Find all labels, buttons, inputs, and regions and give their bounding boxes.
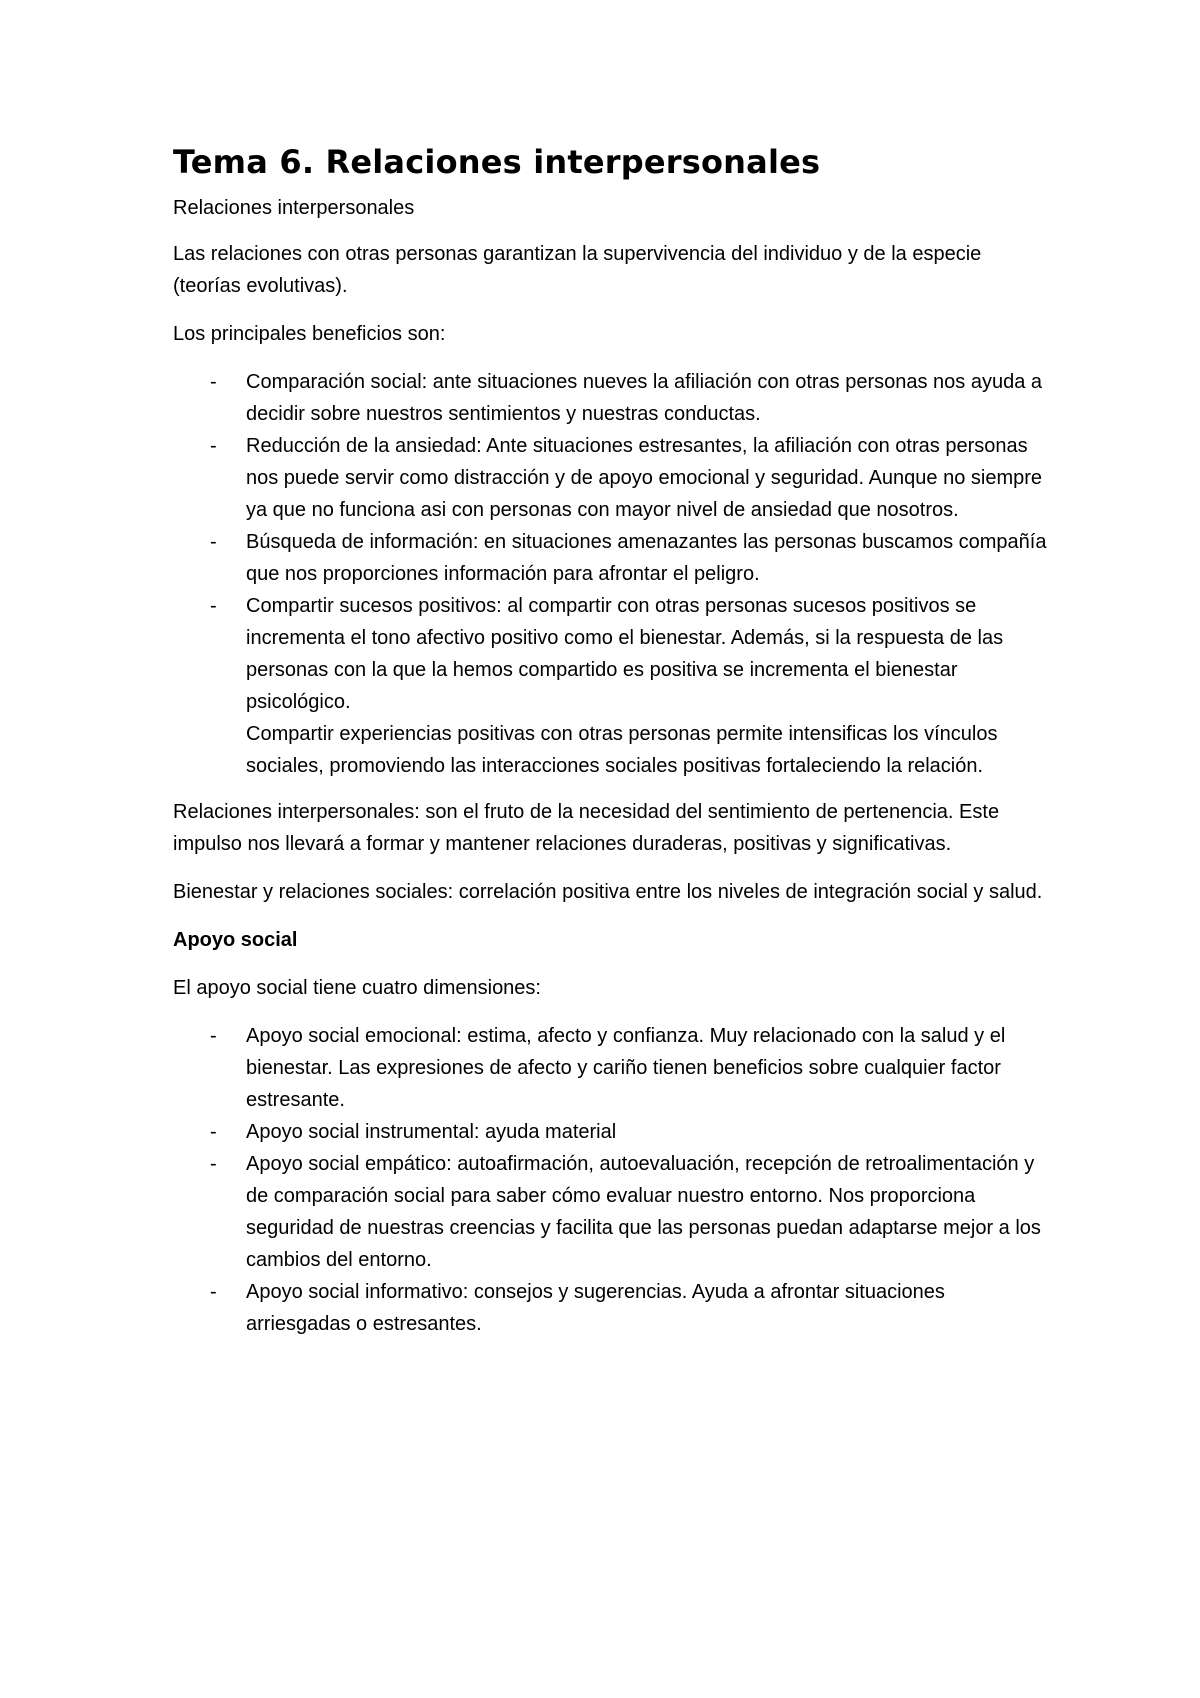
list-item-text: Búsqueda de información: en situaciones amenazantes las personas buscamos compañía que nos proporciones información para afrontar el peligro.	[246, 531, 1047, 585]
apoyo-social-heading: Apoyo social	[173, 929, 298, 951]
intro-paragraph: Las relaciones con otras personas garantizan la supervivencia del individuo y de la especie (teorías evolutivas).	[173, 243, 982, 297]
list-item	[173, 1276, 1053, 1340]
list-item	[173, 1148, 1053, 1276]
bienestar-paragraph: Bienestar y relaciones sociales: correlación positiva entre los niveles de integración social y salud.	[173, 881, 1043, 903]
list-item-text: Comparación social: ante situaciones nueves la afiliación con otras personas nos ayuda a decidir sobre nuestros sentimientos y nuestras conductas.	[246, 371, 1043, 425]
list-item	[173, 430, 1053, 526]
bullet-dash: -	[210, 1153, 217, 1175]
bullet-dash: -	[210, 371, 217, 393]
list-item	[173, 590, 1053, 782]
list-item	[173, 1116, 1053, 1148]
pertenencia-paragraph: Relaciones interpersonales: son el fruto de la necesidad del sentimiento de pertenencia. Este impulso nos llevará a formar y mantener relaciones duraderas, positivas y significativas.	[173, 801, 1000, 855]
bullet-dash: -	[210, 1025, 217, 1047]
list-item	[173, 366, 1053, 430]
list-item-text: Apoyo social instrumental: ayuda material	[246, 1121, 617, 1143]
list-item-text: Reducción de la ansiedad: Ante situaciones estresantes, la afiliación con otras personas nos puede servir como distracción y de apoyo emocional y seguridad. Aunque no siempre ya que no funciona asi con personas con mayor nivel de ansiedad que nosotros.	[246, 435, 1043, 521]
apoyo-social-intro: El apoyo social tiene cuatro dimensiones:	[173, 977, 541, 999]
benefits-lead: Los principales beneficios son:	[173, 323, 446, 345]
list-item-extra-text: Compartir experiencias positivas con otras personas permite intensificas los vínculos sociales, promoviendo las interacciones sociales positivas fortaleciendo la relación.	[246, 723, 998, 777]
bullet-dash: -	[210, 531, 217, 553]
section-subheading: Relaciones interpersonales	[173, 197, 415, 219]
bullet-dash: -	[210, 1281, 217, 1303]
list-item	[173, 526, 1053, 590]
dimensions-list	[173, 1020, 1053, 1340]
bullet-dash: -	[210, 595, 217, 617]
document-title: Tema 6. Relaciones interpersonales	[173, 143, 821, 181]
bullet-dash: -	[210, 1121, 217, 1143]
list-item-text: Apoyo social empático: autoafirmación, autoevaluación, recepción de retroalimentación y de comparación social para saber cómo evaluar nuestro entorno. Nos proporciona seguridad de nuestras creencias y facilita que las personas puedan adaptarse mejor a los cambios del entorno.	[246, 1153, 1041, 1271]
bullet-dash: -	[210, 435, 217, 457]
benefits-list	[173, 366, 1053, 782]
document-page	[173, 142, 1053, 1354]
list-item-text: Apoyo social informativo: consejos y sugerencias. Ayuda a afrontar situaciones arriesgadas o estresantes.	[246, 1281, 945, 1335]
list-item	[173, 1020, 1053, 1116]
list-item-text: Compartir sucesos positivos: al compartir con otras personas sucesos positivos se incrementa el tono afectivo positivo como el bienestar. Además, si la respuesta de las personas con la que la hemos compartido es positiva se incrementa el bienestar psicológico.	[246, 595, 1004, 713]
list-item-text: Apoyo social emocional: estima, afecto y confianza. Muy relacionado con la salud y el bienestar. Las expresiones de afecto y cariño tienen beneficios sobre cualquier factor estresante.	[246, 1025, 1006, 1111]
